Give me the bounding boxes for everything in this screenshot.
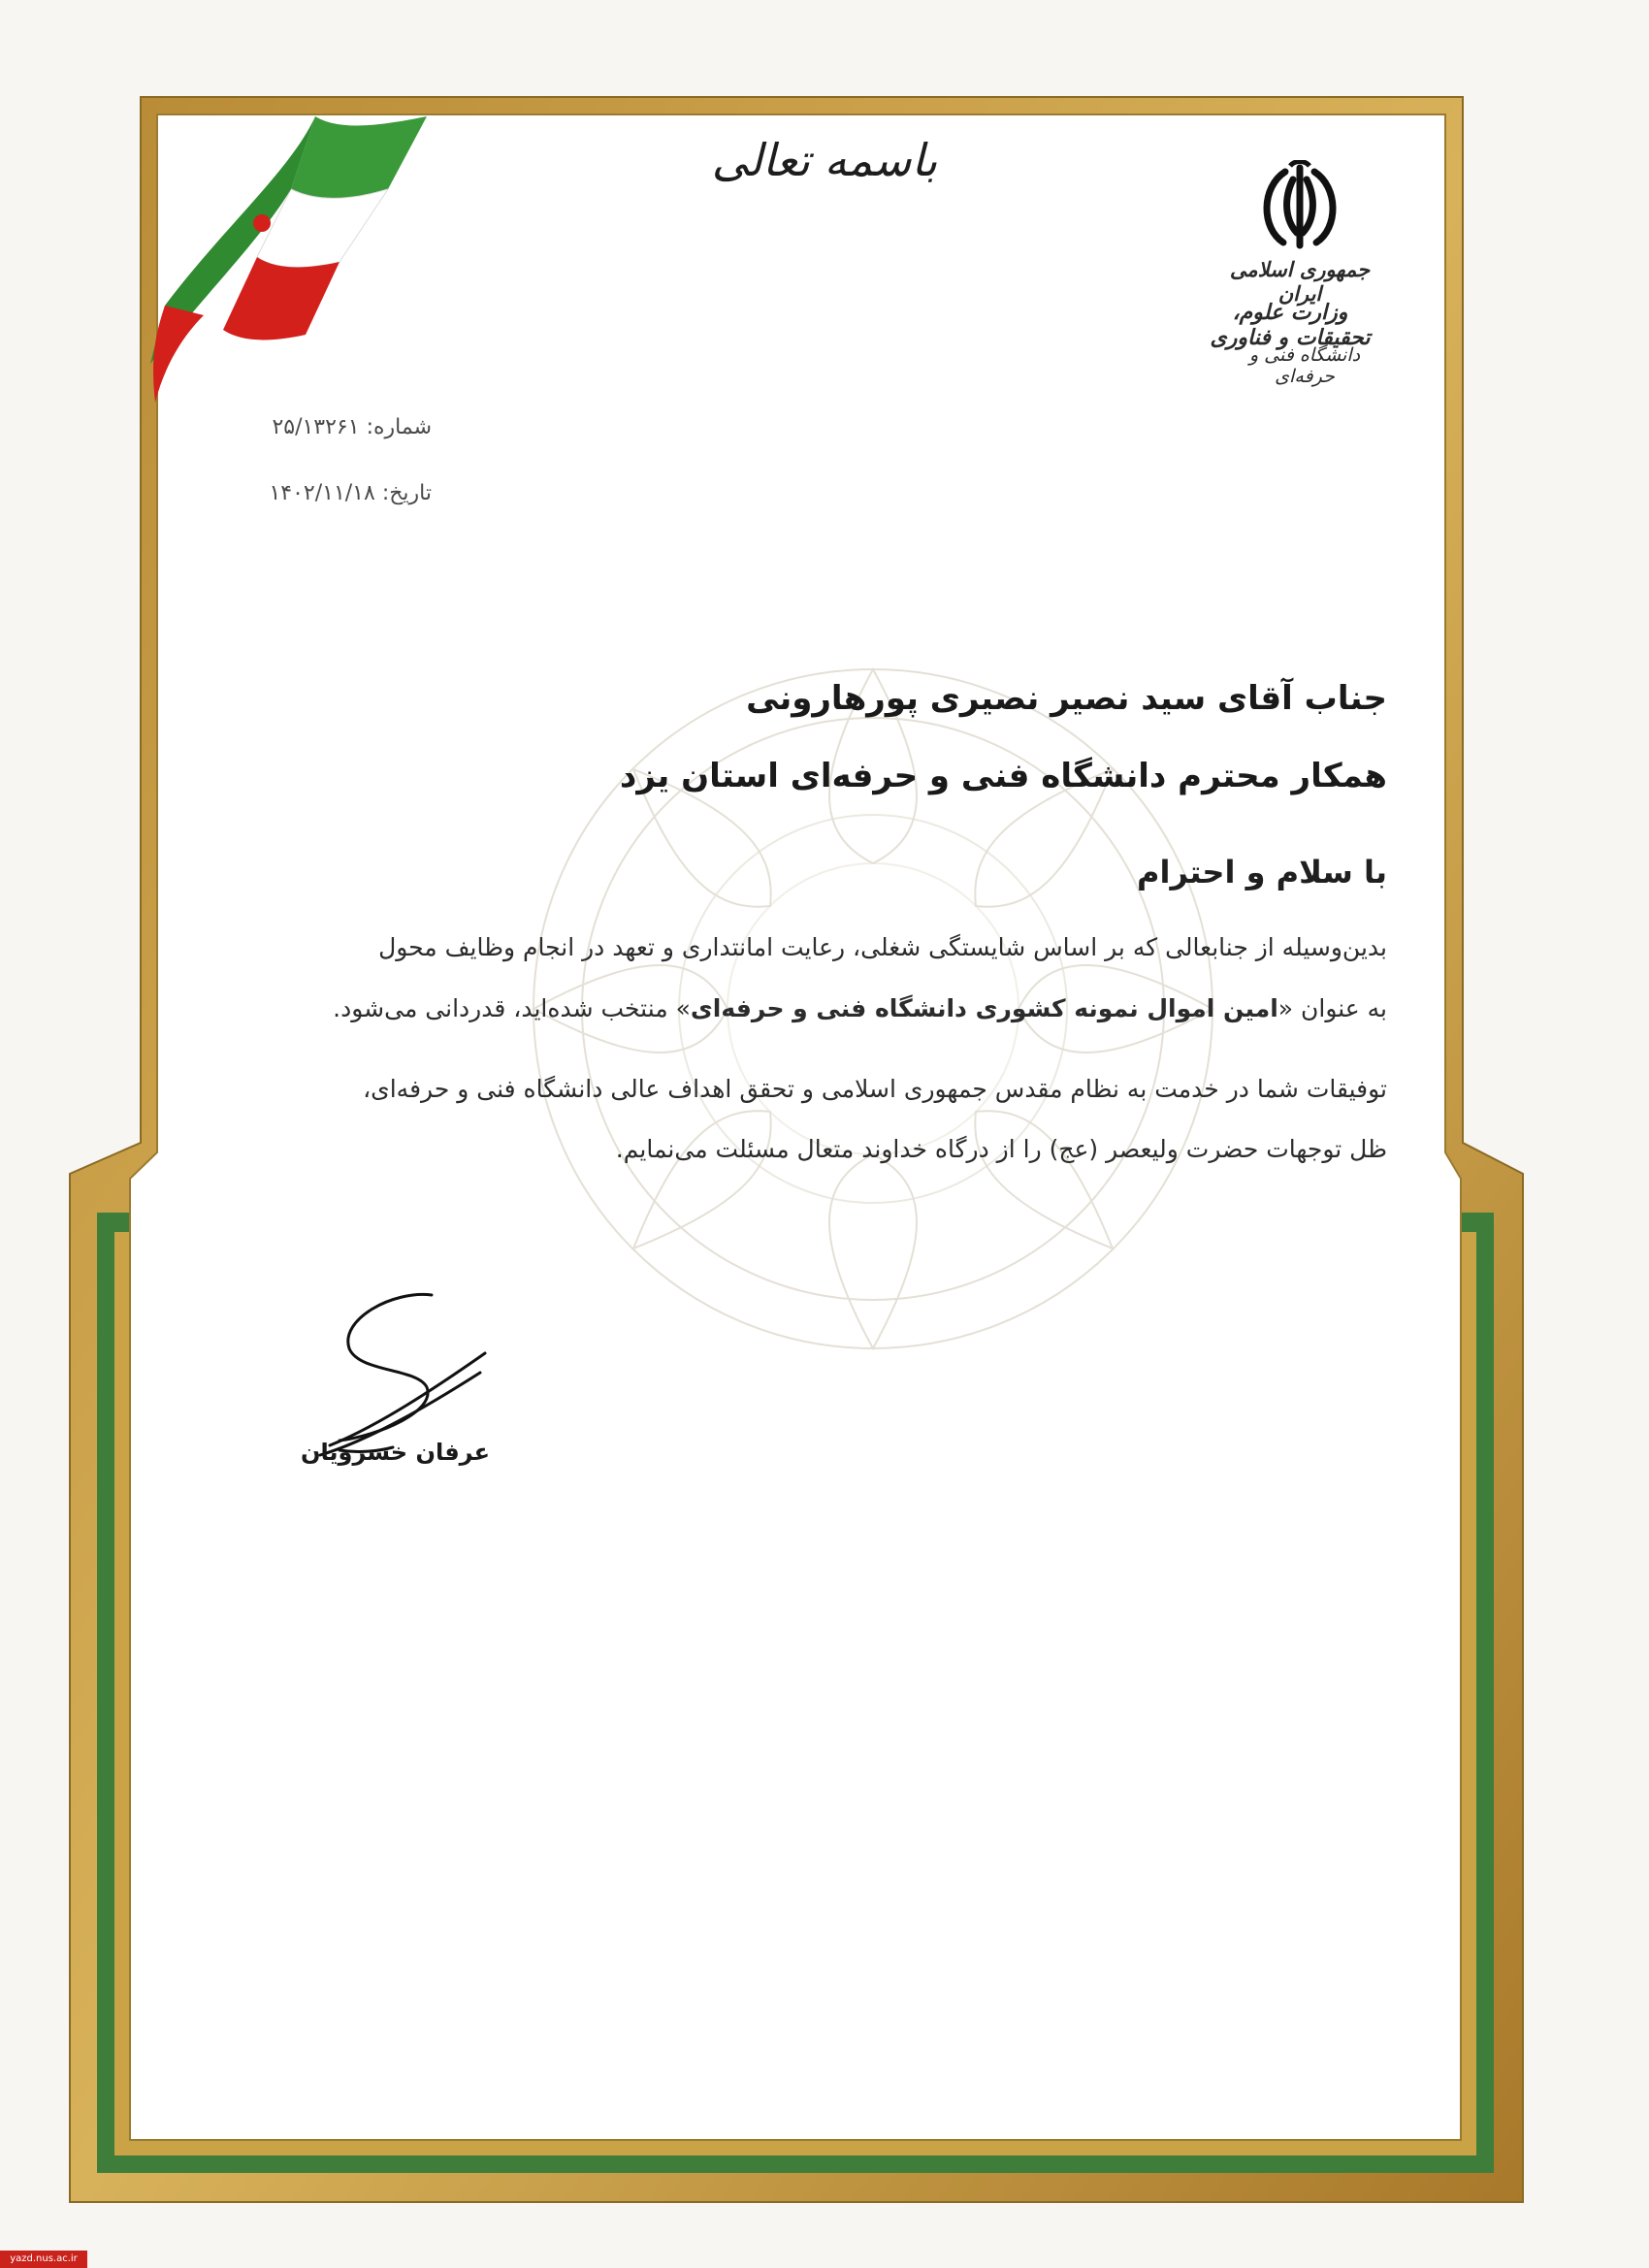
letter-number-value: ۲۵/۱۳۲۶۱ xyxy=(272,415,360,439)
letter-date xyxy=(233,481,432,505)
body-paragraph-2-line-2: ظل توجهات حضرت ولیعصر (عج) را از درگاه خداوند متعال مسئلت می‌نمایم. xyxy=(615,1135,1387,1163)
body-award-title: امین اموال نمونه کشوری دانشگاه فنی و حرفه‌ای xyxy=(690,994,1278,1022)
letter-date-value: ۱۴۰۲/۱۱/۱۸ xyxy=(269,481,375,505)
site-stamp: yazd.nus.ac.ir xyxy=(0,2251,87,2268)
body-title-prefix: به عنوان « xyxy=(1277,994,1387,1022)
letter-number xyxy=(247,415,432,439)
signer-name: عرفان خسرویان xyxy=(301,1439,490,1466)
letter-number-label: شماره: xyxy=(366,415,432,439)
body-paragraph-1-line-1: بدین‌وسیله از جنابعالی که بر اساس شایستگی شغلی، رعایت امانتداری و تعهد در انجام وظایف محول xyxy=(378,933,1387,961)
heading-basmeh-taala: باسمه تعالی xyxy=(711,134,938,186)
emblem-line-university: دانشگاه فنی و حرفه‌ای xyxy=(1248,344,1361,387)
iran-flag-ribbon-icon xyxy=(146,112,436,422)
body-title-suffix: » منتخب شده‌اید، قدردانی می‌شود. xyxy=(333,994,691,1022)
body-paragraph-2-line-1: توفیقات شما در خدمت به نظام مقدس جمهوری اسلامی و تحقق اهداف عالی دانشگاه فنی و حرفه‌ای، xyxy=(363,1075,1387,1103)
letter-date-label: تاریخ: xyxy=(381,481,432,505)
recipient-role: همکار محترم دانشگاه فنی و حرفه‌ای استان یزد xyxy=(619,757,1387,795)
body-paragraph-1-line-2 xyxy=(333,994,1387,1022)
allah-emblem-icon xyxy=(1256,160,1343,252)
greeting: با سلام و احترام xyxy=(1137,854,1387,891)
emblem-line-republic: جمهوری اسلامی ایران xyxy=(1229,257,1371,306)
recipient-name: جناب آقای سید نصیر نصیری پورهارونی xyxy=(746,679,1387,718)
ministry-emblem xyxy=(1210,160,1387,387)
emblem-line-ministry: وزارت علوم، تحقیقات و فناوری xyxy=(1210,300,1371,350)
